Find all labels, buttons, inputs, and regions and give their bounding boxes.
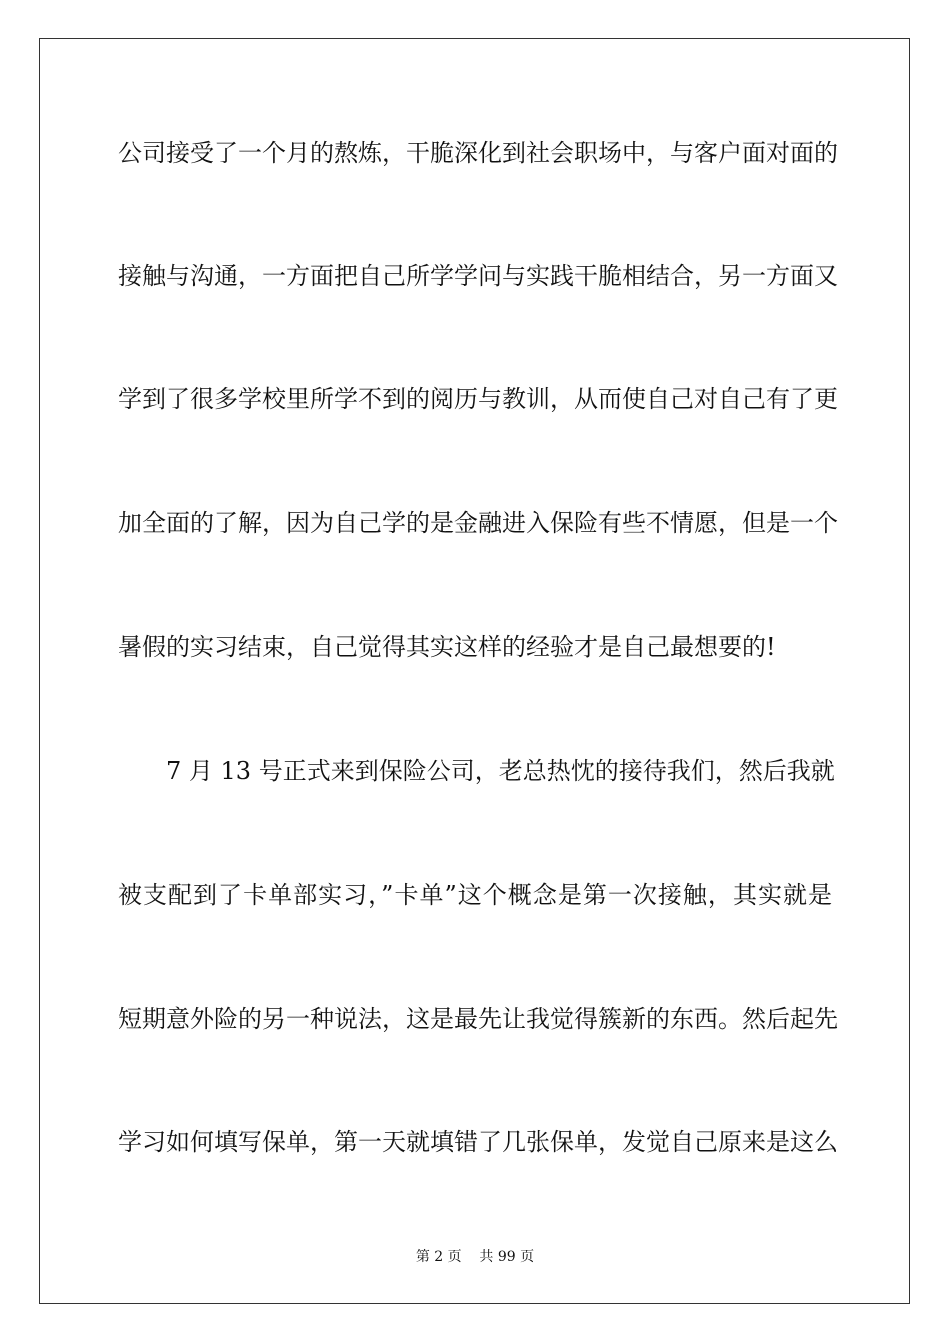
paragraph-line: 7 月 13 号正式来到保险公司，老总热忱的接待我们，然后我就 [166,757,835,785]
page-border [39,38,910,1304]
paragraph-line: 接触与沟通，一方面把自己所学学问与实践干脆相结合，另一方面又 [118,262,838,290]
paragraph-line: 学习如何填写保单，第一天就填错了几张保单，发觉自己原来是这么 [118,1128,838,1156]
paragraph-line: 加全面的了解，因为自己学的是金融进入保险有些不情愿，但是一个 [118,509,838,537]
paragraph-line: 短期意外险的另一种说法，这是最先让我觉得簇新的东西。然后起先 [118,1005,838,1033]
page-number-footer: 第 2 页 共 99 页 [415,1249,535,1265]
paragraph-line: 被支配到了卡单部实习，”卡单”这个概念是第一次接触，其实就是 [118,881,832,909]
paragraph-line: 学到了很多学校里所学不到的阅历与教训，从而使自己对自己有了更 [118,385,838,413]
paragraph-line: 公司接受了一个月的熬炼，干脆深化到社会职场中，与客户面对面的 [118,139,838,167]
paragraph-line: 暑假的实习结束，自己觉得其实这样的经验才是自己最想要的! [118,633,776,661]
